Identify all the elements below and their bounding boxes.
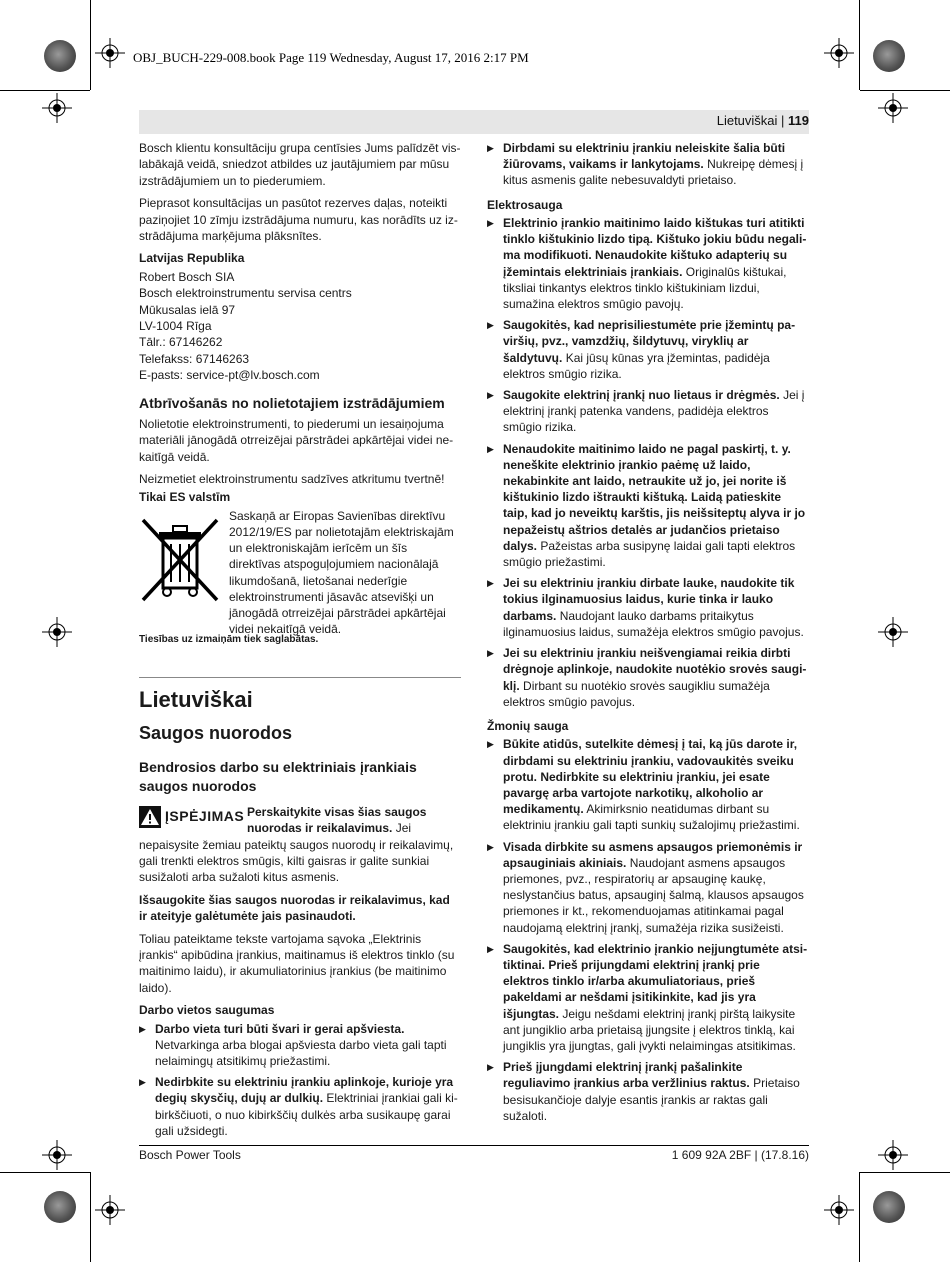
item-text: Jeigu nešdami elektrinį įrankį pirštą laikysite ant jungiklio arba prietaisą įjungsite į elektros tinklą, kai jungiklis yra įjungtas, gali įvykti nelaimingas atsitikimas.	[503, 1006, 796, 1053]
list-item	[487, 441, 809, 571]
item-bold: Saugokite elektrinį įrankį nuo lietaus ir drėgmės.	[503, 388, 780, 403]
print-meta-line: OBJ_BUCH-229-008.book Page 119 Wednesday, August 17, 2016 2:17 PM	[133, 50, 529, 65]
footer-doc-number: 1 609 92A 2BF | (17.8.16)	[671, 1148, 809, 1162]
list-item	[487, 1059, 809, 1124]
registration-mark-icon	[878, 93, 908, 123]
color-target-disc	[44, 1191, 76, 1223]
weee-block	[139, 508, 461, 637]
item-bold: Saugokitės, kad elektrinio įrankio neįjungtumėte atsitiktinai. Prieš prijungdami elektrinį įrankį prie elektros tinklo ir/arba akumuliatoriaus, prieš pakeldami ar nešdami įsitikinkite, kad jis yra išjungtas.	[503, 941, 808, 1021]
item-bold: Saugokitės, kad neprisiliestumėte prie įžemintų paviršių, pvz., vamzdžių, šildytuvų, viryklių ar šaldytuvų.	[503, 318, 796, 365]
item-bold: Dirbdami su elektriniu įrankiu neleiskite šalia būti žiūrovams, vaikams ir lankytojams.	[503, 141, 786, 172]
crop-mark	[860, 90, 950, 91]
item-bold: Darbo vieta turi būti švari ir gerai apšviesta.	[155, 1021, 405, 1036]
item-bold: Elektrinio įrankio maitinimo laido kištukas turi atitikti tinklo kištukinio lizdo tipą. Kištuko jokiu būdu negalima modifikuoti. Nenaudokite kištuko adapterių su įžemintais elektriniais įrankiais.	[503, 216, 807, 279]
registration-mark-icon	[42, 1140, 72, 1170]
address-line: Robert Bosch SIA	[139, 269, 235, 284]
address-line: Bosch elektroinstrumentu servisa centrs	[139, 286, 352, 301]
crop-mark	[859, 1172, 860, 1262]
item-bold: Būkite atidūs, sutelkite dėmesį į tai, ką jūs darote ir, dirbdami su elektriniu įrankiu, vadovaukitės sveiku protu. Nedirbkite su elektriniu įrankiu, jei esate pavargę arba vartojote narkotikų, alkoholio ar medikamentų.	[503, 737, 798, 817]
item-bold: Jei su elektriniu įrankiu dirbate lauke, naudokite tik tokius ilginamuosius laidus, kurie tinka ir lauko darbams.	[503, 576, 795, 623]
list-item	[487, 839, 809, 936]
item-bold: Nedirbkite su elektriniu įrankiu aplinkoje, kurioje yra degių skysčių, dujų ar dulkių.	[155, 1075, 454, 1106]
crop-mark	[859, 0, 860, 90]
crop-mark	[90, 0, 91, 90]
item-text: Naudojant lauko darbams pritaikytus ilginamuosius laidus, sumažėja elektros smūgio pavojus.	[503, 608, 804, 639]
paragraph: Nolietotie elektroinstrumenti, to piederumi un iesaiņojuma materiāli jānogādā otrreizējai pārstrādei apkārtējai videi nekaitīgā veidā.	[139, 416, 454, 464]
list-item	[487, 736, 809, 833]
item-bold: Nenaudokite maitinimo laido ne pagal paskirtį, t. y. neneškite elektrinio įrankio paėmę už laido, nekabinkite ant laido, netraukite už jo, jei norite iš kištukinio lizdo ištraukti kištuką. Laidą patieskite taip, kad jo neveiktų karštis, jis neišsiteptų alyva ir jo nepažeistų aštrios detalės ar judančios prietaiso dalys.	[503, 441, 806, 553]
list-item	[487, 215, 809, 312]
header-text	[717, 113, 809, 128]
warning-sign	[139, 806, 245, 828]
page-number: 119	[788, 113, 809, 128]
subsection-heading: Tikai ES valstīm	[139, 490, 231, 505]
address-line: Telefakss: 67146263	[139, 351, 250, 366]
registration-mark-icon	[824, 38, 854, 68]
item-text: Netvarkinga arba blogai apšviesta darbo vieta gali tapti nelaimingų atsitikimų priežastimi.	[155, 1037, 447, 1068]
warning-label: ĮSPĖJIMAS	[165, 807, 245, 824]
list-item	[487, 575, 809, 640]
rights-note: Tiesības uz izmaiņām tiek saglabātas.	[139, 633, 319, 645]
list-item	[487, 387, 809, 436]
general-safety-heading: Bendrosios darbo su elektriniais įrankiais saugos nuorodos	[139, 758, 417, 794]
section-divider	[139, 677, 461, 678]
list-item	[487, 645, 809, 710]
address-line: E-pasts: service-pt@lv.bosch.com	[139, 368, 320, 383]
list-item	[139, 1021, 461, 1070]
header-section: Lietuviškai |	[716, 113, 789, 128]
list-item	[139, 1074, 461, 1139]
item-text: Nukreipę dėmesį į kitus asmenis galite nebesuvaldyti prietaiso.	[503, 157, 804, 188]
country-heading: Latvijas Republika	[139, 251, 245, 266]
item-text: Naudojant asmens apsaugos priemones, pvz., respiratorių ar apsauginę kaukę, neslystančius batus, apsauginį šalmą, klausos apsaugos priemones ir kt., rekomenduojamas atitinkamai pagal naudojamą elektrinį įrankį, sumažėja rizika susižeisti.	[503, 855, 804, 935]
registration-mark-icon	[95, 38, 125, 68]
keep-instructions	[139, 892, 461, 925]
registration-mark-icon	[42, 93, 72, 123]
crop-mark	[0, 90, 90, 91]
paragraph: Bosch klientu konsultāciju grupa centīsies Jums palīdzēt vislabākajā veidā, sniedzot atbildes uz jautājumiem par mūsu izstrādājumiem un to piederumiem.	[139, 141, 461, 188]
electric-safety-heading: Elektrosauga	[487, 197, 563, 212]
color-target-disc	[873, 40, 905, 72]
item-text: Akimirksnio neatidumas dirbant su elektriniu įrankiu gali tapti sunkių sužalojimų priežastimi.	[503, 802, 800, 833]
right-column	[487, 140, 809, 1129]
registration-mark-icon	[878, 617, 908, 647]
section-heading: Atbrīvošanās no nolietotajiem izstrādājumiem	[139, 394, 445, 411]
item-bold: Jei su elektriniu įrankiu neišvengiamai reikia dirbti drėgnoje aplinkoje, naudokite nuotėkio srovės saugiklį.	[503, 646, 807, 693]
crop-mark	[90, 1172, 91, 1262]
weee-directive-text: Saskaņā ar Eiropas Savienības direktīvu 2012/19/ES par nolietotajām elektriskajām un elektroniskajām ierīcēm un šīs direktīvas atspoguļojumiem nacionālajā likumdošanā, lietošanai nederīgie elektroinstrumenti jāsavāc atsevišķi un jānogādā otrreizējai pārstrādei apkārtējai videi nekaitīgā veidā.	[229, 508, 454, 637]
warning-triangle-icon	[139, 806, 161, 828]
address-line: Tālr.: 67146262	[139, 335, 223, 350]
item-text: Jei į elektrinį įrankį patenka vandens, padidėja elektros smūgio rizika.	[503, 388, 805, 435]
warning-block	[139, 804, 461, 886]
registration-mark-icon	[878, 1140, 908, 1170]
registration-mark-icon	[824, 1195, 854, 1225]
personal-safety-heading: Žmonių sauga	[487, 718, 569, 733]
address-line: LV-1004 Rīga	[139, 319, 212, 334]
crop-mark	[860, 1172, 950, 1173]
registration-mark-icon	[42, 617, 72, 647]
left-column	[139, 140, 461, 1144]
crop-mark	[0, 1172, 90, 1173]
item-bold: Visada dirbkite su asmens apsaugos priemonėmis ir apsauginiais akiniais.	[503, 839, 803, 870]
workplace-heading: Darbo vietos saugumas	[139, 1003, 275, 1018]
crossed-out-bin-icon	[139, 514, 221, 604]
item-text: Pažeistas arba susipynę laidai gali tapti elektros smūgio priežastimi.	[503, 538, 796, 570]
warning-rest: Jei nepaisysite žemiau pateiktų saugos nuorodų ir reikalavimų, gali trenkti elektros smūgis, kilti gaisras ir galite sunkiai susižaloti arba sužaloti kitus asmenis.	[139, 821, 454, 885]
paragraph: Pieprasot konsultācijas un pasūtot rezerves daļas, noteikti paziņojiet 10 zīmju izstrādājuma numuru, kas norādīts uz izstrādājuma marķējuma plāksnītes.	[139, 196, 458, 244]
footer-divider	[139, 1145, 809, 1146]
item-text: Prietaiso besisukančioje dalyje esantis įrankis ar raktas gali sužaloti.	[503, 1076, 800, 1123]
list-item	[487, 941, 809, 1054]
item-text: Originalūs kištukai, tiksliai tinkantys elektros tinklo kištukiniam lizdui, sumažina elektros smūgio pavojų.	[503, 264, 787, 312]
footer-brand: Bosch Power Tools	[139, 1148, 241, 1162]
list-item	[487, 140, 809, 189]
language-title: Lietuviškai	[139, 686, 253, 712]
item-text: Dirbant su nuotėkio srovės saugikliu sumažėja elektros smūgio pavojus.	[503, 678, 770, 709]
safety-title: Saugos nuorodos	[139, 722, 292, 743]
address-line: Mūkusalas ielā 97	[139, 302, 236, 317]
registration-mark-icon	[95, 1195, 125, 1225]
running-header	[139, 110, 809, 134]
color-target-disc	[44, 40, 76, 72]
item-text: Elektriniai įrankiai gali kibirkščiuoti, o nuo kibirkščių dulkės arba susikaupę garai gali užsidegti.	[155, 1091, 458, 1138]
paragraph: Neizmetiet elektroinstrumentu sadzīves atkritumu tvertnē!	[139, 471, 445, 486]
color-target-disc	[873, 1191, 905, 1223]
item-bold: Prieš įjungdami elektrinį įrankį pašalinkite reguliavimo įrankius arba veržlinius raktus.	[503, 1060, 750, 1091]
term-definition: Toliau pateiktame tekste vartojama sąvoka „Elektrinis įrankis“ apibūdina įrankius, maitinamus iš elektros tinklo (su maitinimo laidu), ir akumuliatorinius įrankius (be maitinimo laido).	[139, 931, 455, 995]
keep-instructions-text: Išsaugokite šias saugos nuorodas ir reikalavimus, kad ir ateityje galėtumėte jais pasinaudoti.	[139, 892, 450, 924]
list-item	[487, 317, 809, 382]
warning-bold: Perskaitykite visas šias saugos nuorodas ir reikalavimus.	[247, 804, 427, 836]
item-text: Kai jūsų kūnas yra įžemintas, padidėja elektros smūgio rizika.	[503, 350, 770, 381]
